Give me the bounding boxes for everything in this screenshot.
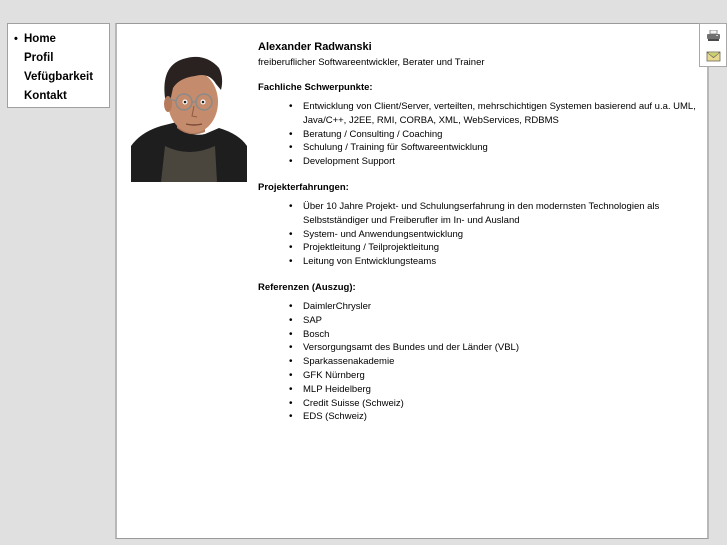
nav-item-label: Home [24, 33, 56, 45]
list-item: • Entwicklung von Client/Server, verteilten, mehrschichtigen Systemen basierend auf u.a. UML, Java/C++, J2EE, RMI, CORBA, XML, WebServices, RDBMS [303, 100, 698, 128]
nav-item-label: Kontakt [24, 90, 67, 102]
section-title-referenzen: Referenzen (Auszug): [258, 281, 356, 293]
envelope-icon [706, 50, 721, 62]
profile-photo [131, 46, 247, 182]
profile-subtitle: freiberuflicher Softwareentwickler, Berater und Trainer [258, 57, 485, 68]
section-title-fachliche-schwerpunkte: Fachliche Schwerpunkte: [258, 82, 373, 93]
list-item: • Development Support [303, 155, 698, 169]
list-item: • Schulung / Training für Softwareentwicklung [303, 141, 698, 155]
email-button[interactable] [706, 49, 721, 61]
list-item: • System- und Anwendungsentwicklung [303, 228, 698, 242]
list-item: • Sparkassenakademie [303, 355, 698, 369]
tool-icons-panel [699, 23, 727, 67]
print-button[interactable] [706, 29, 721, 41]
profile-content [258, 40, 698, 424]
list-item: • Über 10 Jahre Projekt- und Schulungserfahrung in den modernsten Technologien als Selbstständiger und Freiberufler im In- und Ausland [303, 200, 698, 228]
projekterfahrungen-list [258, 200, 698, 269]
main-content-panel [115, 23, 709, 539]
side-navigation [7, 23, 110, 108]
list-item: • Projektleitung / Teilprojektleitung [303, 241, 698, 255]
referenzen-list [258, 300, 698, 424]
fachliche-schwerpunkte-list [258, 100, 698, 169]
nav-item-label: Vefügbarkeit [24, 71, 94, 83]
list-item: • Bosch [303, 328, 698, 342]
nav-item-kontakt[interactable] [13, 87, 109, 106]
list-item: • EDS (Schweiz) [303, 410, 698, 424]
nav-item-home[interactable] [13, 30, 109, 49]
list-item: • GFK Nürnberg [303, 369, 698, 383]
list-item: • Versorgungsamt des Bundes und der Länder (VBL) [303, 341, 698, 355]
portrait-image [131, 46, 247, 182]
list-item: • Leitung von Entwicklungsteams [303, 255, 698, 269]
list-item: • Beratung / Consulting / Coaching [303, 128, 698, 142]
list-item: • DaimlerChrysler [303, 300, 698, 314]
section-title-projekterfahrungen: Projekterfahrungen: [258, 181, 349, 193]
nav-item-verfuegbarkeit[interactable] [13, 68, 109, 87]
printer-icon [706, 30, 721, 42]
profile-name: Alexander Radwanski [258, 41, 372, 53]
list-item: • MLP Heidelberg [303, 383, 698, 397]
list-item: • Credit Suisse (Schweiz) [303, 397, 698, 411]
list-item: • SAP [303, 314, 698, 328]
nav-item-label: Profil [24, 52, 54, 64]
nav-item-profil[interactable] [13, 49, 109, 68]
active-bullet: • [14, 33, 18, 45]
